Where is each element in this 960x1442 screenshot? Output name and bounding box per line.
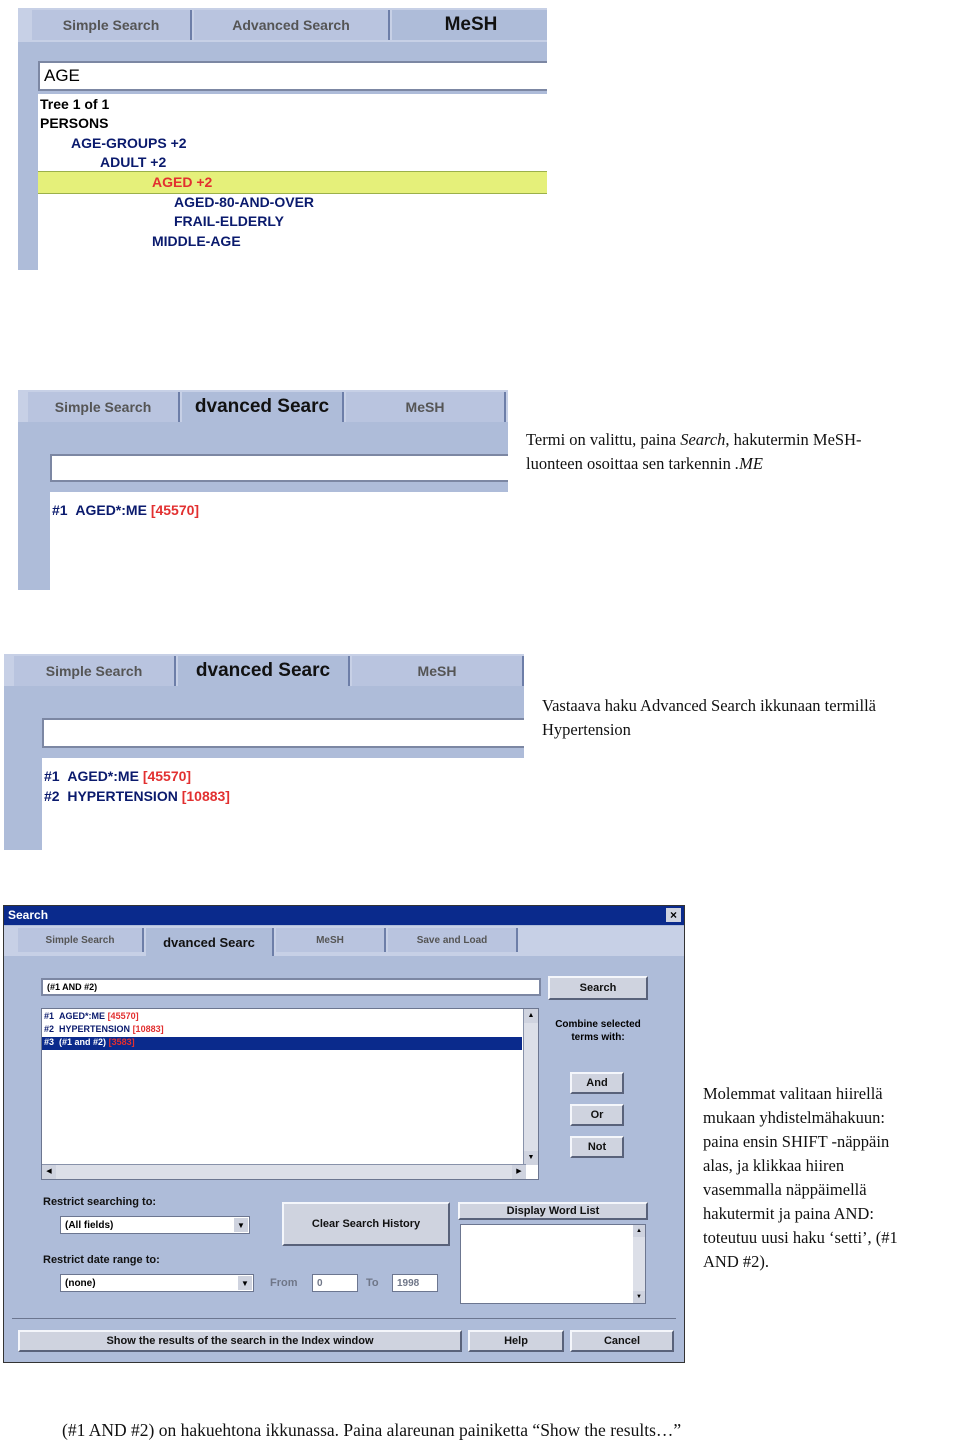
tree-item[interactable]: FRAIL-ELDERLY	[174, 213, 284, 229]
tab-simple-search[interactable]: Simple Search	[14, 656, 176, 686]
caption-text: AND #2).	[703, 1252, 769, 1271]
combine-label: Combine selected terms with:	[555, 1019, 641, 1043]
caption-text-italic: .ME	[734, 454, 763, 473]
tab-bar	[4, 654, 524, 686]
history-row-selected[interactable]	[42, 1037, 522, 1050]
history-term: AGED*:ME	[67, 768, 139, 784]
history-number: #1	[44, 1011, 55, 1021]
history-number: #1	[52, 502, 68, 518]
caption-text: mukaan yhdistelmähakuun:	[703, 1108, 885, 1127]
tab-mesh[interactable]: MeSH	[276, 928, 386, 952]
search-dialog	[3, 905, 685, 1363]
vertical-scrollbar[interactable]	[523, 1009, 538, 1165]
and-button[interactable]: And	[570, 1072, 624, 1094]
tab-advanced-search[interactable]: dvanced Searc	[178, 656, 350, 686]
dialog-title: Search	[8, 908, 49, 922]
tree-item-highlight	[38, 171, 547, 194]
advanced-search-panel-2	[4, 654, 524, 850]
to-label: To	[366, 1277, 379, 1289]
history-count: [45570]	[107, 1011, 139, 1021]
caption-text: luonteen osoittaa sen tarkennin	[526, 454, 735, 473]
tab-mesh[interactable]: MeSH	[392, 10, 547, 40]
chevron-down-icon[interactable]: ▼	[238, 1276, 252, 1290]
tab-advanced-search[interactable]: dvanced Searc	[146, 928, 274, 956]
caption-text: vasemmalla näppäimellä	[703, 1180, 867, 1199]
tab-bar	[18, 390, 508, 422]
tree-item[interactable]: MIDDLE-AGE	[152, 233, 241, 249]
vertical-scrollbar[interactable]	[633, 1225, 645, 1303]
tree-item-selected[interactable]: AGED +2	[152, 174, 213, 190]
caption-text: , hakutermin MeSH-	[725, 430, 862, 449]
mesh-panel	[18, 8, 547, 270]
query-input[interactable]	[42, 718, 524, 748]
dialog-titlebar	[4, 906, 684, 925]
caption-text: toteutuu uusi haku ‘setti’, (#1	[703, 1228, 898, 1247]
horizontal-scrollbar[interactable]	[42, 1164, 526, 1179]
tree-root[interactable]: PERSONS	[40, 115, 109, 131]
from-label: From	[270, 1277, 298, 1289]
scroll-up-icon[interactable]: ▲	[524, 1009, 538, 1023]
caption-text: Vastaava haku Advanced Search ikkunaan termillä	[542, 696, 876, 715]
search-history-list	[50, 492, 508, 590]
history-term: HYPERTENSION	[59, 1024, 131, 1034]
search-history-list	[41, 1008, 539, 1180]
tree-item[interactable]: AGED-80-AND-OVER	[174, 194, 315, 210]
from-input[interactable]: 0	[312, 1274, 358, 1292]
mesh-tree-list	[38, 94, 547, 270]
to-input[interactable]: 1998	[392, 1274, 438, 1292]
caption-3	[703, 1082, 898, 1274]
caption-2	[542, 694, 876, 742]
dialog-footer-divider	[12, 1318, 676, 1319]
history-row[interactable]	[44, 768, 191, 784]
history-count: [10883]	[181, 788, 230, 804]
tab-simple-search[interactable]: Simple Search	[18, 928, 144, 952]
show-results-button[interactable]: Show the results of the search in the Index window	[18, 1330, 462, 1352]
clear-search-history-button[interactable]: Clear Search History	[282, 1202, 450, 1246]
caption-1	[526, 428, 862, 476]
tab-save-and-load[interactable]: Save and Load	[388, 928, 518, 952]
restrict-select[interactable]	[60, 1216, 250, 1234]
tab-bar	[18, 8, 547, 42]
query-input[interactable]	[50, 454, 508, 482]
history-row-text	[44, 1037, 135, 1047]
word-list	[460, 1224, 646, 1304]
search-history-list	[42, 758, 524, 850]
tree-item[interactable]: ADULT +2	[100, 154, 167, 170]
history-term: AGED*:ME	[75, 502, 147, 518]
tab-mesh[interactable]: MeSH	[346, 392, 506, 422]
history-number: #1	[44, 768, 60, 784]
date-range-select[interactable]	[60, 1274, 254, 1292]
caption-text: Hypertension	[542, 720, 631, 739]
history-term: (#1 and #2)	[59, 1037, 107, 1047]
scroll-up-icon[interactable]: ▲	[633, 1225, 645, 1237]
not-button[interactable]: Not	[570, 1136, 624, 1158]
help-button[interactable]: Help	[468, 1330, 564, 1352]
history-row[interactable]	[52, 502, 199, 518]
caption-4: (#1 AND #2) on hakuehtona ikkunassa. Paina alareunan painiketta “Show the results…”	[62, 1420, 682, 1440]
history-row[interactable]	[44, 788, 230, 804]
chevron-down-icon[interactable]: ▼	[234, 1218, 248, 1232]
history-number: #2	[44, 1024, 55, 1034]
history-number: #3	[44, 1037, 55, 1047]
mesh-term-input[interactable]: AGE	[38, 61, 547, 91]
caption-text: hakutermit ja paina AND:	[703, 1204, 874, 1223]
advanced-search-panel-1	[18, 390, 508, 590]
history-number: #2	[44, 788, 60, 804]
scroll-down-icon[interactable]: ▼	[633, 1291, 645, 1303]
cancel-button[interactable]: Cancel	[570, 1330, 674, 1352]
close-icon[interactable]: ×	[666, 908, 681, 922]
date-range-label: Restrict date range to:	[43, 1254, 160, 1266]
tab-mesh[interactable]: MeSH	[352, 656, 524, 686]
caption-text-italic: Search	[680, 430, 726, 449]
restrict-value: (All fields)	[65, 1219, 114, 1231]
tab-simple-search[interactable]: Simple Search	[28, 392, 180, 422]
tree-header: Tree 1 of 1	[40, 96, 110, 112]
history-count: [10883]	[132, 1024, 164, 1034]
query-input[interactable]: (#1 AND #2)	[41, 978, 541, 996]
tab-advanced-search[interactable]: Advanced Search	[194, 10, 390, 40]
history-term: AGED*:ME	[59, 1011, 106, 1021]
scroll-left-icon[interactable]: ◀	[42, 1165, 56, 1179]
history-count: [45570]	[150, 502, 200, 518]
tree-item[interactable]: AGE-GROUPS +2	[71, 135, 187, 151]
history-count: [45570]	[142, 768, 192, 784]
history-row[interactable]	[44, 1024, 164, 1034]
restrict-label: Restrict searching to:	[43, 1196, 157, 1208]
search-button[interactable]: Search	[548, 976, 648, 1000]
date-range-value: (none)	[65, 1277, 96, 1289]
history-row[interactable]	[44, 1011, 139, 1021]
history-count: [3583]	[108, 1037, 135, 1047]
caption-text: paina ensin SHIFT -näppäin	[703, 1132, 890, 1151]
caption-text: Termi on valittu, paina	[526, 430, 681, 449]
dialog-tab-bar	[4, 926, 684, 956]
caption-text: Molemmat valitaan hiirellä	[703, 1084, 883, 1103]
display-word-list-button[interactable]: Display Word List	[458, 1202, 648, 1220]
caption-text: alas, ja klikkaa hiiren	[703, 1156, 845, 1175]
history-term: HYPERTENSION	[67, 788, 178, 804]
scroll-down-icon[interactable]: ▼	[524, 1151, 538, 1165]
tab-advanced-search[interactable]: dvanced Searc	[182, 392, 344, 422]
scroll-right-icon[interactable]: ▶	[512, 1165, 526, 1179]
or-button[interactable]: Or	[570, 1104, 624, 1126]
tab-simple-search[interactable]: Simple Search	[32, 10, 192, 40]
